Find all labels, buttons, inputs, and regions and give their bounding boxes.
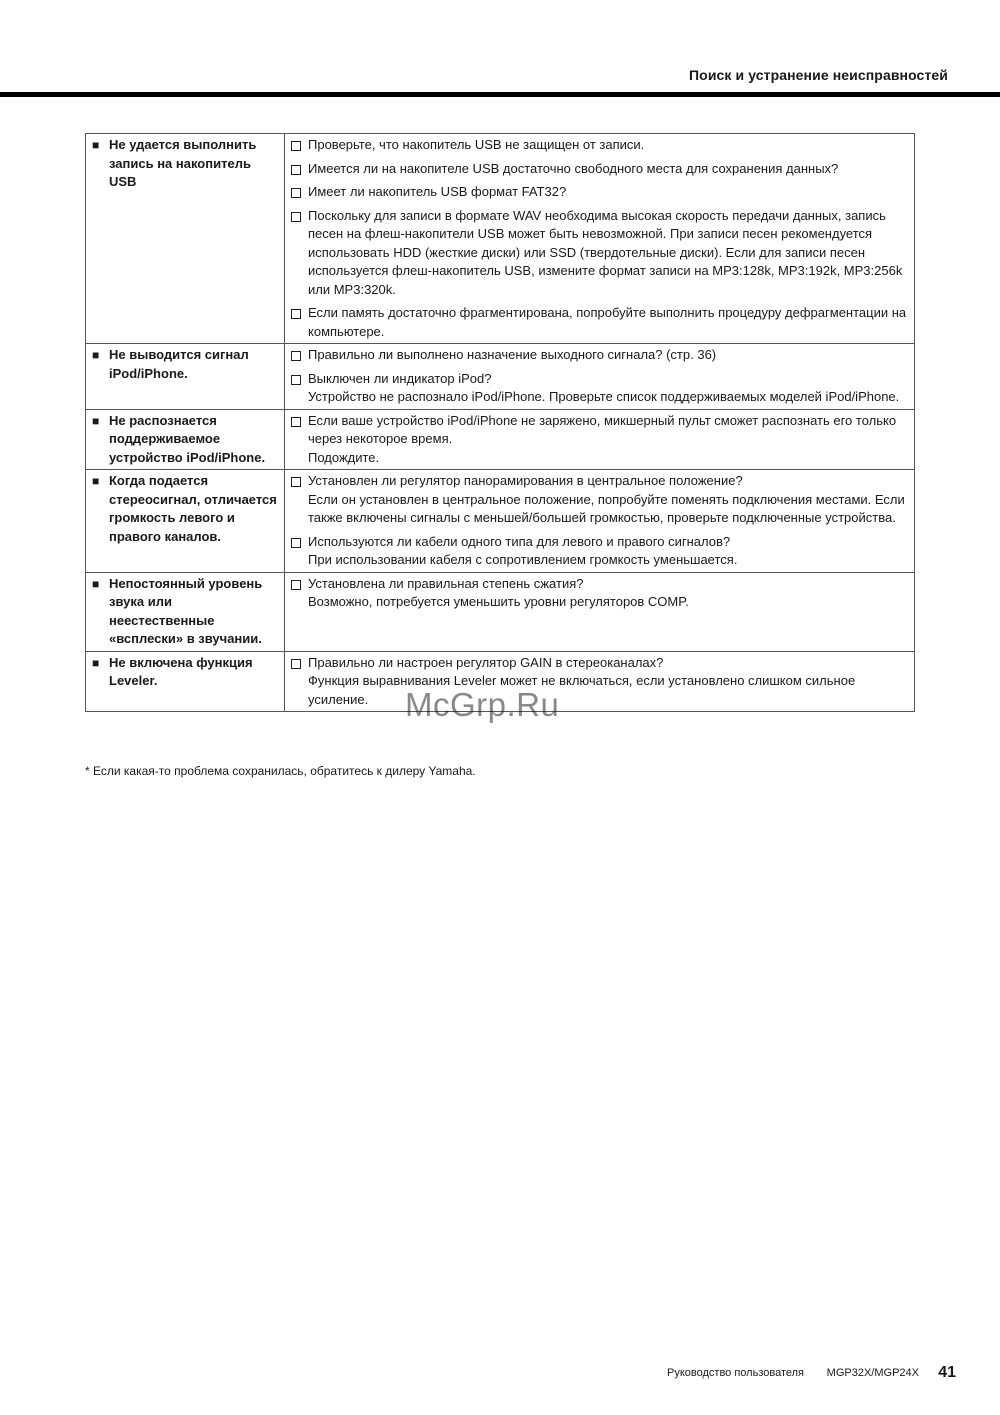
check-text: Используются ли кабели одного типа для левого и правого сигналов? При использовании кабеля с сопротивлением громкость уменьшается.	[308, 533, 738, 567]
table-row	[86, 344, 915, 410]
check-item	[291, 533, 910, 570]
solution-cell	[285, 572, 915, 651]
square-bullet-icon: ■	[92, 576, 100, 591]
checkbox-square-icon	[291, 165, 301, 175]
check-text: Поскольку для записи в формате WAV необходима высокая скорость передачи данных, запись песен на флеш-накопители USB может быть невозможной. При записи песен рекомендуется использовать HDD (жесткие диски) или SSD (твердотельные диски). Если для записи песен используется флеш-накопитель USB, измените формат записи на MP3:128k, MP3:192k, MP3:256k или MP3:320k.	[308, 207, 903, 297]
check-item	[291, 160, 910, 179]
square-bullet-icon: ■	[92, 138, 100, 152]
checkbox-square-icon	[291, 417, 301, 427]
table-row	[86, 409, 915, 470]
check-text: Выключен ли индикатор iPod? Устройство не распознало iPod/iPhone. Проверьте список поддерживаемых моделей iPod/iPhone.	[308, 370, 900, 404]
table-row	[86, 470, 915, 573]
check-text: Правильно ли настроен регулятор GAIN в стереоканалах? Функция выравнивания Leveler может не включаться, если установлено слишком сильное усиление.	[308, 654, 856, 707]
footer-manual-label: Руководство пользователя	[667, 1367, 804, 1379]
checkbox-square-icon	[291, 212, 301, 222]
check-item	[291, 136, 910, 155]
problem-cell	[86, 409, 285, 470]
check-item	[291, 412, 910, 468]
problem-cell	[86, 470, 285, 573]
check-item	[291, 207, 910, 300]
check-text: Проверьте, что накопитель USB не защищен от записи.	[308, 137, 645, 152]
solution-cell	[285, 134, 915, 344]
check-text: Если память достаточно фрагментирована, попробуйте выполнить процедуру дефрагментации на компьютере.	[308, 305, 907, 339]
footnote: * Если какая-то проблема сохранилась, обратитесь к дилеру Yamaha.	[85, 764, 476, 778]
check-item	[291, 304, 910, 341]
checkbox-square-icon	[291, 141, 301, 151]
problem-text: Непостоянный уровень звука или неестественные «всплески» в звучании.	[109, 575, 263, 646]
check-text: Если ваше устройство iPod/iPhone не заряжено, микшерный пульт сможет распознать его только через некоторое время. Подождите.	[308, 412, 897, 465]
checkbox-square-icon	[291, 351, 301, 361]
checkbox-square-icon	[291, 188, 301, 198]
footer-model: MGP32X/MGP24X	[826, 1367, 919, 1379]
check-item	[291, 183, 910, 202]
square-bullet-icon: ■	[92, 474, 100, 488]
problem-text: Когда подается стереосигнал, отличается громкость левого и правого каналов.	[109, 473, 277, 544]
check-item	[291, 654, 910, 710]
checkbox-square-icon	[291, 477, 301, 487]
problem-text: Не выводится сигнал iPod/iPhone.	[109, 347, 249, 381]
table-row	[86, 134, 915, 344]
solution-cell	[285, 651, 915, 712]
check-item	[291, 472, 910, 528]
check-item	[291, 346, 910, 365]
checkbox-square-icon	[291, 375, 301, 385]
watermark-text: McGrp.Ru	[405, 686, 560, 723]
square-bullet-icon: ■	[92, 348, 100, 362]
checkbox-square-icon	[291, 309, 301, 319]
page-number: 41	[938, 1364, 956, 1381]
check-text: Имеется ли на накопителе USB достаточно свободного места для сохранения данных?	[308, 160, 839, 176]
checkbox-square-icon	[291, 659, 301, 669]
check-item	[291, 575, 910, 612]
problem-cell	[86, 572, 285, 651]
check-item	[291, 370, 910, 407]
solution-cell	[285, 409, 915, 470]
solution-cell	[285, 344, 915, 410]
checkbox-square-icon	[291, 538, 301, 548]
solution-cell	[285, 470, 915, 573]
checkbox-square-icon	[291, 580, 301, 590]
problem-text: Не удается выполнить запись на накопитель USB	[109, 137, 257, 189]
problem-cell	[86, 344, 285, 410]
square-bullet-icon: ■	[92, 655, 100, 670]
square-bullet-icon: ■	[92, 413, 100, 428]
table-row	[86, 572, 915, 651]
troubleshooting-table	[85, 133, 915, 712]
problem-text: Не распознается поддерживаемое устройство iPod/iPhone.	[109, 412, 266, 465]
problem-cell	[86, 134, 285, 344]
check-text: Имеет ли накопитель USB формат FAT32?	[308, 184, 567, 199]
check-text: Установлена ли правильная степень сжатия? Возможно, потребуется уменьшить уровни регуляторов COMP.	[308, 575, 689, 609]
problem-text: Не включена функция Leveler.	[109, 654, 253, 688]
check-text: Правильно ли выполнено назначение выходного сигнала? (стр. 36)	[308, 347, 717, 362]
table-row	[86, 651, 915, 712]
check-text: Установлен ли регулятор панорамирования в центральное положение? Если он установлен в центральное положение, попробуйте поменять подключения местами. Если также включены сигналы с меньшей/большей громкостью, проверьте подключенные устройства.	[308, 473, 905, 525]
page-header-title: Поиск и устранение неисправностей	[689, 67, 948, 83]
problem-cell	[86, 651, 285, 712]
header-rule	[0, 92, 1000, 97]
